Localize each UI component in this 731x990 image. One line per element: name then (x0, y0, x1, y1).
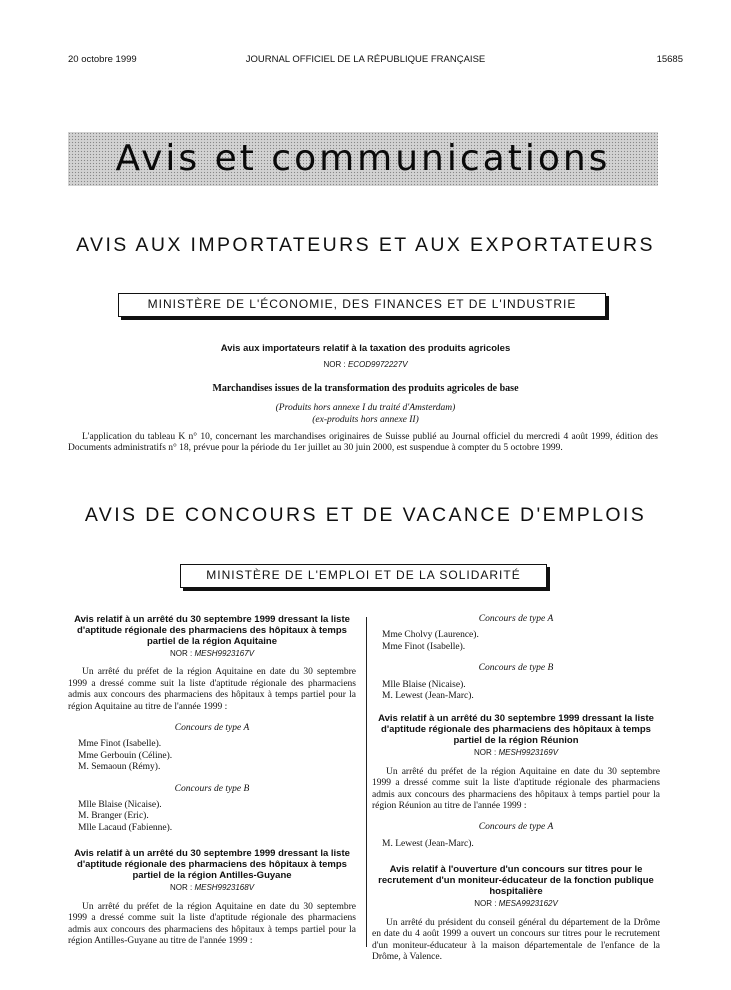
notice-body-reunion: Un arrêté du préfet de la région Aquitaine en date du 30 septembre 1999 a dressé comme suit la liste d'aptitude régionale des pharmaciens admis aux concours des pharmaciens des hôpitaux à temps partiel pour la région Réunion au titre de l'année 1999 : (372, 766, 660, 812)
left-column (68, 614, 356, 947)
column-divider (366, 617, 367, 947)
list-item: Mlle Blaise (Nicaise). (382, 679, 466, 690)
names-list-type-b (372, 680, 660, 703)
notice-title-aquitaine: Avis relatif à un arrêté du 30 septembre 1999 dressant la liste d'aptitude régionale des pharmaciens des hôpitaux à temps partiel de la région Aquitaine (74, 614, 350, 647)
nor-reference (68, 882, 356, 893)
header-date: 20 octobre 1999 (68, 54, 137, 65)
concours-type-a-heading: Concours de type A (174, 723, 250, 734)
notice-body-moniteur-educateur: Un arrêté du président du conseil général du département de la Drôme en date du 4 août 1999 a ouvert un concours sur titres pour le recrutement d'un moniteur-éducateur à la maison départementale de l'enfance de la Drôme, à Valence. (372, 917, 660, 962)
notice-title-importateurs: Avis aux importateurs relatif à la taxation des produits agricoles (220, 343, 511, 354)
ministry-box-economie (118, 293, 606, 317)
body-paragraph-tableau-k: L'application du tableau K n° 10, concernant les marchandises originaires de Suisse publié au Journal officiel du mercredi 4 août 1999, édition des Documents administratifs n° 18, prévue pour la période du 1er juillet au 30 juin 2000, est suspendue à compter du 5 octobre 1999. (68, 432, 658, 454)
nor-label: NOR : (473, 748, 497, 758)
banner-title: Avis et communications (115, 138, 611, 179)
names-list-type-a (68, 739, 356, 773)
ministry-label: MINISTÈRE DE L'ÉCONOMIE, DES FINANCES ET DE L'INDUSTRIE (147, 297, 577, 311)
nor-reference (372, 747, 660, 758)
concours-type-b-heading: Concours de type B (478, 663, 554, 674)
section-banner (68, 132, 658, 186)
nor-label: NOR : (323, 360, 346, 369)
subheading-marchandises: Marchandises issues de la transformation des produits agricoles de base (212, 383, 519, 394)
nor-code: MESA9923162V (498, 899, 558, 909)
names-list-type-a (372, 630, 660, 653)
nor-code: MESH9923169V (498, 748, 559, 758)
nor-label: NOR : (474, 899, 497, 909)
subtext-hors-annexe: (Produits hors annexe I du traité d'Amsterdam) (275, 403, 456, 413)
nor-label: NOR : (169, 649, 193, 658)
notice-body-antilles-guyane: Un arrêté du préfet de la région Aquitaine en date du 30 septembre 1999 a dressé comme suit la liste d'aptitude régionale des pharmaciens admis aux concours des pharmaciens des hôpitaux à temps partiel pour la région Antilles-Guyane au titre de l'année 1999 : (68, 901, 356, 946)
list-item: Mlle Lacaud (Fabienne). (78, 822, 173, 833)
names-list-type-b (68, 800, 356, 834)
list-item: Mme Gerbouin (Céline). (78, 750, 173, 761)
notice-body-aquitaine: Un arrêté du préfet de la région Aquitaine en date du 30 septembre 1999 a dressé comme suit la liste d'aptitude régionale des pharmaciens admis aux concours des pharmaciens des hôpitaux à temps partiel pour la région Aquitaine au titre de l'année 1999 : (68, 667, 356, 712)
concours-type-a-heading: Concours de type A (478, 614, 554, 624)
notice-title-moniteur-educateur: Avis relatif à l'ouverture d'un concours sur titres pour le recrutement d'un moniteur-éducateur de la fonction publique hospitalière (378, 864, 654, 898)
list-item: Mme Finot (Isabelle). (382, 641, 466, 652)
names-list-type-a (372, 839, 660, 850)
list-item: M. Lewest (Jean-Marc). (382, 838, 474, 849)
nor-code: MESH9923167V (194, 649, 255, 658)
section-title-importateurs: AVIS AUX IMPORTATEURS ET AUX EXPORTATEURS (76, 234, 655, 256)
list-item: Mme Cholvy (Laurence). (382, 630, 479, 641)
list-item: M. Lewest (Jean-Marc). (382, 691, 474, 702)
list-item: M. Semaoun (Rémy). (78, 762, 161, 773)
concours-type-b-heading: Concours de type B (174, 783, 250, 794)
right-column (372, 614, 660, 963)
list-item: M. Branger (Eric). (78, 811, 149, 822)
nor-code: MESH9923168V (194, 883, 255, 893)
list-item: Mlle Blaise (Nicaise). (78, 800, 162, 811)
nor-code: ECOD9972227V (347, 360, 408, 369)
section-title-concours: AVIS DE CONCOURS ET DE VACANCE D'EMPLOIS (84, 504, 647, 526)
header-page-number: 15685 (656, 54, 683, 65)
nor-reference (68, 648, 356, 659)
header-journal-title: JOURNAL OFFICIEL DE LA RÉPUBLIQUE FRANÇAISE (245, 54, 486, 65)
notice-title-reunion: Avis relatif à un arrêté du 30 septembre 1999 dressant la liste d'aptitude régionale des pharmaciens des hôpitaux à temps partiel de la région Réunion (378, 713, 654, 747)
notice-title-antilles-guyane: Avis relatif à un arrêté du 30 septembre 1999 dressant la liste d'aptitude régionale des pharmaciens des hôpitaux à temps partiel de la région Antilles-Guyane (74, 848, 350, 882)
subtext-ex-produits: (ex-produits hors annexe II) (312, 415, 419, 425)
list-item: Mme Finot (Isabelle). (78, 739, 162, 750)
nor-reference (372, 898, 660, 909)
nor-reference (0, 360, 731, 369)
nor-label: NOR : (169, 883, 193, 893)
ministry-label: MINISTÈRE DE L'EMPLOI ET DE LA SOLIDARITÉ (206, 568, 521, 582)
ministry-box-emploi (180, 564, 547, 588)
concours-type-a-heading: Concours de type A (478, 822, 554, 833)
